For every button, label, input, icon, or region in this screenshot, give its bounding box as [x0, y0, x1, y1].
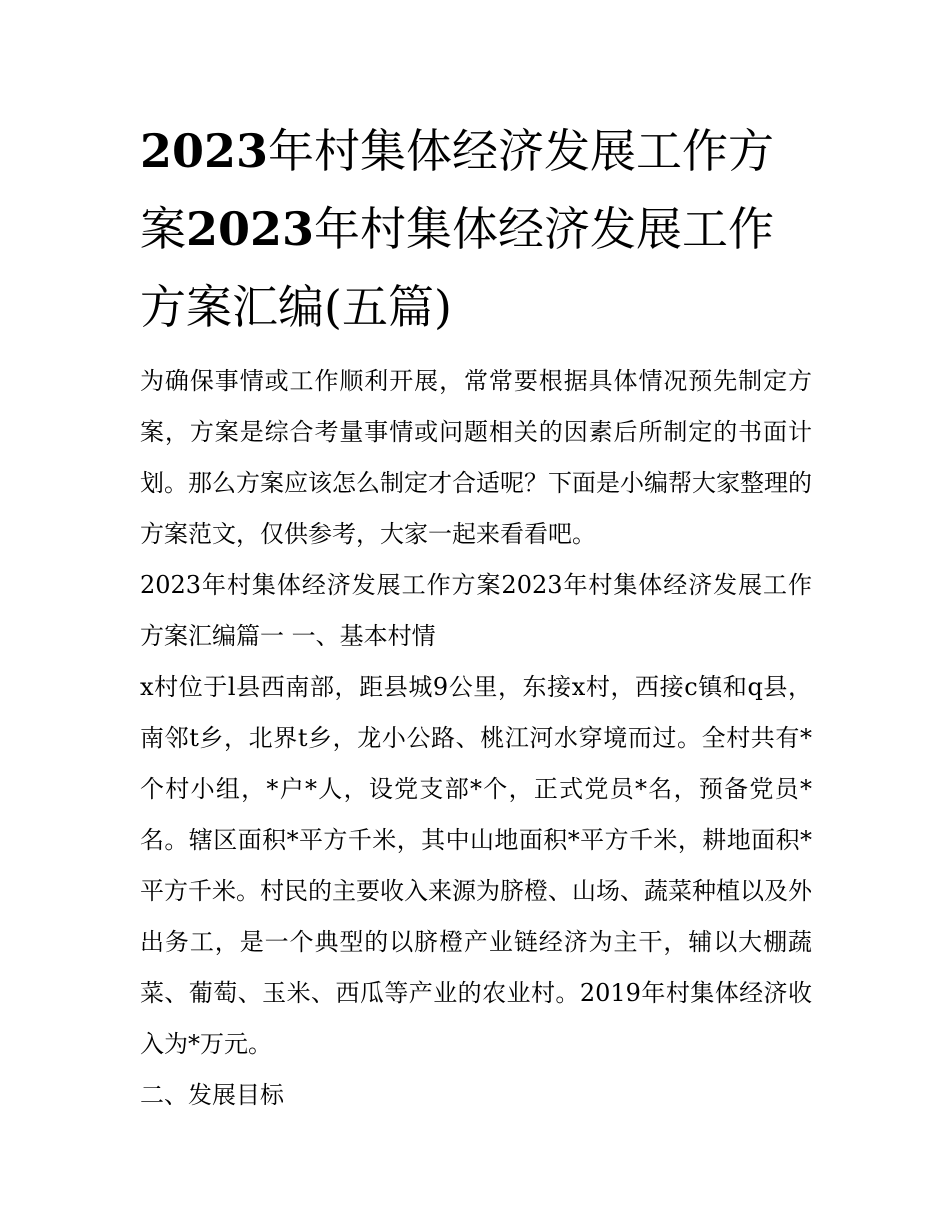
- intro-paragraph: 为确保事情或工作顺利开展，常常要根据具体情况预先制定方案，方案是综合考量事情或问题相关的因素后所制定的书面计划。那么方案应该怎么制定才合适呢？下面是小编帮大家整理的方案范文，仅供参考，大家一起来看看吧。: [140, 367, 812, 548]
- section-heading-goals: 二、发展目标: [140, 1081, 284, 1109]
- village-description-paragraph: x村位于l县西南部，距县城9公里，东接x村，西接c镇和q县，南邻t乡，北界t乡，龙小公路、桃江河水穿境而过。全村共有*个村小组，*户*人，设党支部*个，正式党员*名，预备党员*名。辖区面积*平方千米，其中山地面积*平方千米，耕地面积*平方千米。村民的主要收入来源为脐橙、山场、蔬菜种植以及外出务工，是一个典型的以脐橙产业链经济为主干，辅以大棚蔬菜、葡萄、玉米、西瓜等产业的农业村。2019年村集体经济收入为*万元。: [140, 673, 812, 1058]
- document-page: [140, 112, 812, 1121]
- document-title: 2023年村集体经济发展工作方案2023年村集体经济发展工作方案汇编(五篇): [140, 124, 775, 334]
- section-heading-basic-info: 2023年村集体经济发展工作方案2023年村集体经济发展工作方案汇编篇一 一、基本村情: [140, 571, 812, 650]
